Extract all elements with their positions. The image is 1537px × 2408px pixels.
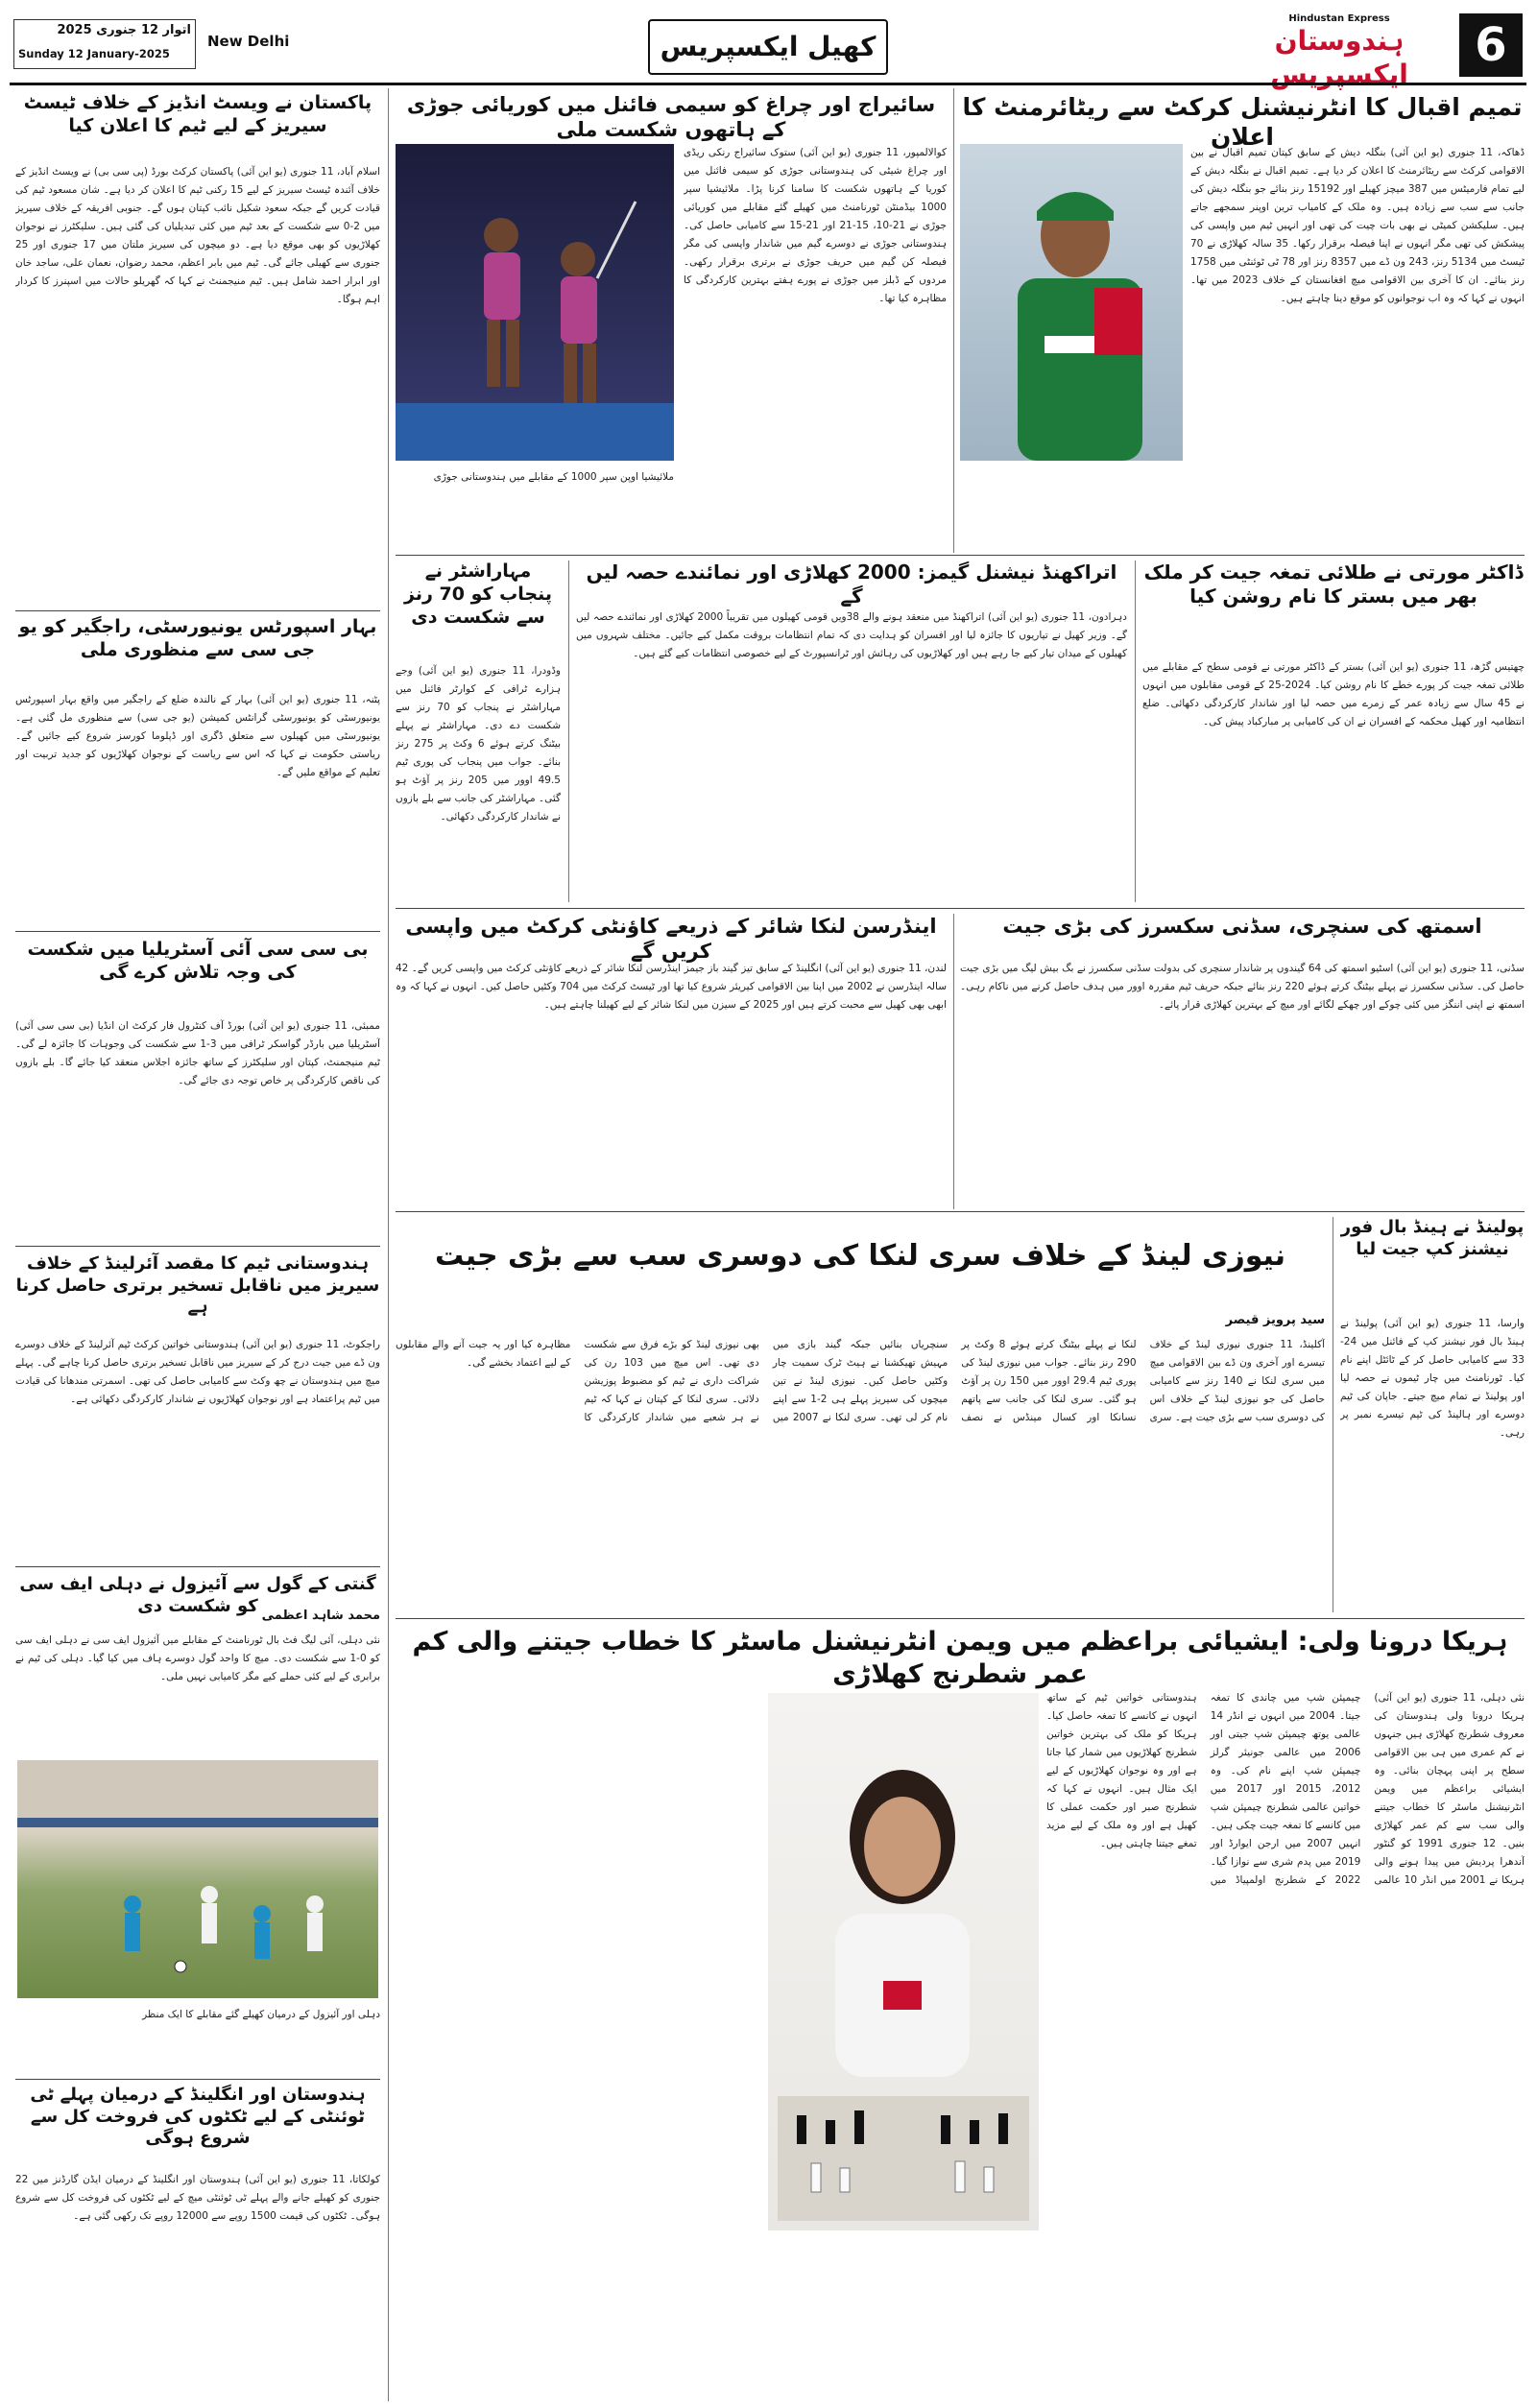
brand-logo	[1229, 13, 1450, 90]
anderson-headline: اینڈرسن لنکا شائر کے ذریعے کاؤنٹی کرکٹ میں واپسی کریں گے	[405, 915, 937, 964]
doctor-headline: ڈاکٹر مورتی نے طلائی تمغہ جیت کر ملک بھر میں بستر کا نام روشن کیا	[1143, 560, 1524, 608]
doctor-body: چھتیس گڑھ، 11 جنوری (یو این آئی) بستر کے ڈاکٹر مورتی نے قومی سطح کے مقابلے میں طلائی تمغہ جیت کر پورے خطے کا نام روشن کیا۔ 2024-25 کے قومی مقابلوں میں انہوں نے 45 سال سے زیادہ عمر کے زمرے میں حصہ لیا اور شاندار کارکردگی دکھائی۔ ضلع انتظامیہ اور کھیل محکمہ کے افسران نے ان کی کامیابی پر مبارکباد پیش کی۔	[1142, 661, 1525, 727]
bcci-headline: بی سی سی آئی آسٹریلیا میں شکست کی وجہ تلاش کرے گی	[27, 939, 369, 983]
football-caption: دہلی اور آئیزول کے درمیان کھیلے گئے مقابلے کا ایک منظر	[142, 2009, 380, 2020]
srilanka-body: آکلینڈ، 11 جنوری نیوزی لینڈ کے خلاف تیسرے اور آخری ون ڈے بین الاقوامی میچ میں سری لنکا نے 140 رنز سے کامیابی حاصل کی جو نیوزی لینڈ کے خلاف اس کی دوسری سب سے بڑی جیت ہے۔ سری لنکا نے پہلے بیٹنگ کرتے ہوئے 8 وکٹ پر 290 رنز بنائے۔ جواب میں نیوزی لینڈ کی پوری ٹیم 29.4 اوور میں 150 رن پر آؤٹ ہو گئی۔ سری لنکا کی جانب سے پاتھم نسانکا اور کسال مینڈس نے نصف سنچریاں بنائیں جبکہ گیند بازی میں مہیش تھیکشنا نے ہیٹ ٹرک سمیت چار وکٹیں حاصل کیں۔ نیوزی لینڈ نے تین میچوں کی سیریز پہلے ہی 2-1 سے اپنے نام کر لی تھی۔ سری لنکا نے 2007 میں بھی نیوزی لینڈ کو بڑے فرق سے شکست دی تھی۔ اس میچ میں 103 رن کی شراکت داری نے ٹیم کو مضبوط پوزیشن دلائی۔ سری لنکا کے کپتان نے کہا کہ ٹیم نے ہر شعبے میں شاندار کارکردگی کا مظاہرہ کیا اور یہ جیت آنے والے مقابلوں کے لیے اعتماد بخشے گی۔	[396, 1339, 1325, 1423]
divider	[568, 560, 569, 902]
section-title-box	[648, 19, 888, 75]
women-body: راجکوٹ، 11 جنوری (یو این آئی) ہندوستانی خواتین کرکٹ ٹیم آئرلینڈ کے خلاف دوسرے ون ڈے میں جیت درج کر کے سیریز میں ناقابل تسخیر برتری حاصل کرنا چاہے گی۔ پہلے میچ میں ہندوستان نے چھ وکٹ سے کامیابی حاصل کی تھی۔ اسمرتی مندھانا کی قیادت میں ٹیم پراعتماد ہے اور نوجوان کھلاڑیوں نے شاندار کارکردگی دکھائی ہے۔	[15, 1339, 380, 1405]
harika-body-left	[396, 1689, 760, 2399]
maharashtra-headline: مہاراشٹر نے پنجاب کو 70 رنز سے شکست دی	[404, 560, 552, 628]
anderson-body: لندن، 11 جنوری (یو این آئی) انگلینڈ کے سابق تیز گیند باز جیمز اینڈرسن لنکا شائر کے ذریعے کاؤنٹی کرکٹ میں واپسی کریں گے۔ 42 سالہ اینڈرسن نے 2002 میں اپنا بین الاقوامی کیریئر شروع کیا تھا اور ٹیسٹ کرکٹ میں 704 وکٹیں حاصل کیں۔ انہوں نے کہا کہ وہ ابھی بھی کھیل سے محبت کرتے ہیں اور 2025 کے سیزن میں لنکا شائر کے لیے کھیلنا چاہتے ہیں۔	[396, 963, 947, 1011]
tickets-body: کولکاتا، 11 جنوری (یو این آئی) ہندوستان اور انگلینڈ کے درمیان ایڈن گارڈنز میں 22 جنوری کو کھیلے جانے والے پہلے ٹی ٹوئنٹی میچ کے لیے ٹکٹوں کی فروخت کل سے شروع ہوگی۔ ٹکٹوں کی قیمت 1500 روپے سے 12000 روپے تک رکھی گئی ہے۔	[15, 2174, 380, 2222]
football-headline: گنتی کے گول سے آئیزول نے دہلی ایف سی کو شکست دی	[19, 1574, 376, 1616]
maharashtra-body: وڈودرا، 11 جنوری (یو این آئی) وجے ہزارے ٹرافی کے کوارٹر فائنل میں مہاراشٹر نے پنجاب کو 70 رنز سے شکست دے دی۔ مہاراشٹر نے پہلے بیٹنگ کرتے ہوئے 6 وکٹ پر 275 رنز بنائے۔ جواب میں پنجاب کی پوری ٹیم 49.5 اوور میں 205 رنز پر آؤٹ ہو گئی۔ مہاراشٹر کی جانب سے بلے بازوں نے شاندار کارکردگی دکھائی۔	[396, 665, 561, 823]
divider	[15, 2079, 380, 2080]
tamim-headline: تمیم اقبال کا انٹرنیشنل کرکٹ سے ریٹائرمنٹ کا اعلان	[962, 93, 1523, 152]
divider	[15, 1566, 380, 1567]
divider	[396, 1618, 1525, 1619]
divider	[953, 88, 954, 553]
bcci-body: ممبئی، 11 جنوری (یو این آئی) بورڈ آف کنٹرول فار کرکٹ ان انڈیا (بی سی سی آئی) آسٹریلیا میں بارڈر گواسکر ٹرافی میں 3-1 سے شکست کی وجوہات کا جائزہ لے گی۔ ٹیم منیجمنٹ، کپتان اور سلیکٹرز کے ساتھ جائزہ اجلاس منعقد کیا جائے گا۔ بلے بازوں کی ناقص کارکردگی پر خاص توجہ دی جائے گی۔	[15, 1020, 380, 1086]
uttarakhand-headline: اتراکھنڈ نیشنل گیمز: 2000 کھلاڑی اور نمائندے حصہ لیں گے	[586, 560, 1117, 608]
brand-urdu: ہندوستان ایکسپریس	[1270, 25, 1408, 90]
football-photo	[17, 1760, 378, 1998]
football-byline: محمد شاہد اعظمی	[261, 1609, 380, 1623]
tamim-photo-art	[960, 144, 1183, 461]
pakistan-headline: پاکستان نے ویسٹ انڈیز کے خلاف ٹیسٹ سیریز کے لیے ٹیم کا اعلان کیا	[23, 92, 372, 136]
satwik-photo-art	[396, 144, 674, 461]
divider	[15, 931, 380, 932]
harika-body-lower	[768, 2238, 1039, 2399]
date-english: Sunday 12 January-2025	[18, 47, 170, 60]
city-label: New Delhi	[207, 33, 290, 50]
satwik-photo	[396, 144, 674, 461]
divider	[15, 610, 380, 611]
pakistan-body: اسلام آباد، 11 جنوری (یو این آئی) پاکستان کرکٹ بورڈ (پی سی بی) نے ویسٹ انڈیز کے خلاف آئندہ ٹیسٹ سیریز کے لیے 15 رکنی ٹیم کا اعلان کر دیا ہے۔ شان مسعود ٹیم کی قیادت کریں گے جبکہ سعود شکیل نائب کپتان ہوں گے۔ جنوبی افریقہ کے خلاف سیریز میں 2-0 سے شکست کے بعد ٹیم میں کئی تبدیلیاں کی گئی ہیں۔ سلیکٹرز نے نوجوان کھلاڑیوں کو بھی موقع دیا ہے۔ دو میچوں کی سیریز ملتان میں 17 جنوری اور 25 جنوری سے کھیلی جائے گی۔ ٹیم میں بابر اعظم، محمد رضوان، نعمان علی، ساجد خان اور ابرار احمد شامل ہیں۔ ٹیم منیجمنٹ نے کہا کہ گھریلو حالات میں اسپنرز کا کردار اہم ہوگا۔	[15, 166, 380, 305]
harika-body-right: نئی دہلی، 11 جنوری (یو این آئی) ہریکا درونا ولی ہندوستان کی معروف شطرنج کھلاڑی ہیں جنہوں نے کم عمری میں ہی بین الاقوامی سطح پر اپنی پہچان بنائی۔ وہ ایشیائی براعظم میں ویمن انٹرنیشنل ماسٹر کا خطاب جیتنے والی سب سے کم عمر کھلاڑی بنیں۔ 12 جنوری 1991 کو گنٹور آندھرا پردیش میں پیدا ہونے والی ہریکا نے 2001 میں انڈر 10 عالمی چیمپئن شپ میں چاندی کا تمغہ جیتا۔ 2004 میں انہوں نے انڈر 14 عالمی یوتھ چیمپئن شپ جیتی اور 2006 میں عالمی جونیئر گرلز چیمپئن شپ اپنے نام کی۔ وہ 2012، 2015 اور 2017 میں خواتین عالمی شطرنج چیمپئن شپ میں کانسے کا تمغہ جیت چکی ہیں۔ انہیں 2007 میں ارجن ایوارڈ اور 2019 میں پدم شری سے نوازا گیا۔ 2022 کے شطرنج اولمپیاڈ میں ہندوستانی خواتین ٹیم کے ساتھ انہوں نے کانسے کا تمغہ حاصل کیا۔ ہریکا کو ملک کی بہترین خواتین شطرنج کھلاڑیوں میں شمار کیا جاتا ہے اور وہ نوجوان کھلاڑیوں کے لیے ایک مثال ہیں۔ انہوں نے کہا کہ شطرنج صبر اور حکمت عملی کا کھیل ہے اور وہ ملک کے لیے مزید تمغے جیتنا چاہتی ہیں۔	[1046, 1692, 1525, 1886]
tickets-headline: ہندوستان اور انگلینڈ کے درمیان پہلے ٹی ٹوئنٹی کے لیے ٹکٹوں کی فروخت کل سے شروع ہوگی	[30, 2085, 366, 2148]
divider	[15, 1246, 380, 1247]
satwik-body: کوالالمپور، 11 جنوری (یو این آئی) ستوک سائیراج رنکی ریڈی اور چراغ شیٹی کی ہندوستانی جوڑی کو سیمی فائنل میں کوریا کے ہاتھوں شکست کا سامنا کرنا پڑا۔ ملائیشیا سپر 1000 بیڈمنٹن ٹورنامنٹ میں کھیلے گئے مقابلے میں کوریائی جوڑی نے 21-10، 15-21 اور 21-15 سے کامیابی حاصل کی۔ ہندوستانی جوڑی نے دوسرے گیم میں شاندار واپسی کی مگر فیصلہ کن گیم میں حریف جوڑی نے برتری برقرار رکھی۔ مردوں کے ڈبلز میں جوڑی نے پورے ہفتے بہترین کارکردگی کا مظاہرہ کیا تھا۔	[684, 147, 947, 304]
harika-headline: ہریکا درونا ولی: ایشیائی براعظم میں ویمن انٹرنیشنل ماسٹر کا خطاب جیتنے والی کم عمر شطرنج کھلاڑی	[412, 1627, 1508, 1689]
harika-photo-art	[768, 1693, 1039, 2230]
masthead-rule	[10, 83, 1526, 85]
poland-body: وارسا، 11 جنوری (یو این آئی) پولینڈ نے ہینڈ بال فور نیشنز کپ کے فائنل میں 24-33 سے کامیابی حاصل کر کے ٹائٹل اپنے نام کیا۔ ٹورنامنٹ میں چار ٹیموں نے حصہ لیا اور پولینڈ نے تمام میچ جیتے۔ جاپان کی ٹیم دوسرے اور ہالینڈ کی ٹیم تیسرے نمبر پر رہی۔	[1340, 1318, 1525, 1439]
harika-photo	[768, 1693, 1039, 2230]
smith-headline: اسمتھ کی سنچری، سڈنی سکسرز کی بڑی جیت	[1002, 915, 1482, 938]
srilanka-byline: سید پرویز قیصر	[1225, 1313, 1325, 1327]
tamim-photo	[960, 144, 1183, 461]
satwik-headline: سائیراج اور چراغ کو سیمی فائنل میں کوریائی جوڑی کے ہاتھوں شکست ملی	[406, 93, 936, 142]
tamim-body-tail	[960, 468, 1183, 545]
date-box	[13, 19, 196, 69]
bihar-body: پٹنہ، 11 جنوری (یو این آئی) بہار کے نالندہ ضلع کے راجگیر میں واقع بہار اسپورٹس یونیورسٹی کو یونیورسٹی گرانٹس کمیشن (یو جی سی) سے منظوری مل گئی ہے۔ یونیورسٹی میں کھیلوں سے متعلق ڈگری اور ڈپلوما کورسز شروع کیے جائیں گے۔ ریاستی حکومت نے کہا کہ اس سے ریاست کے نوجوان کھلاڑیوں کو جدید تربیت اور تعلیم کے مواقع ملیں گے۔	[15, 694, 380, 778]
divider	[1135, 560, 1136, 902]
divider	[396, 555, 1525, 556]
page-number: 6	[1459, 13, 1523, 77]
srilanka-headline: نیوزی لینڈ کے خلاف سری لنکا کی دوسری سب سے بڑی جیت	[434, 1239, 1286, 1273]
divider	[396, 908, 1525, 909]
women-headline: ہندوستانی ٹیم کا مقصد آئرلینڈ کے خلاف سیریز میں ناقابل تسخیر برتری حاصل کرنا ہے	[15, 1253, 380, 1317]
divider	[396, 1211, 1525, 1212]
tamim-body: ڈھاکہ، 11 جنوری (یو این آئی) بنگلہ دیش کے سابق کپتان تمیم اقبال نے بین الاقوامی کرکٹ سے ریٹائرمنٹ کا اعلان کر دیا ہے۔ تمیم اقبال نے بنگلہ دیش کے لیے تمام فارمیٹس میں 387 میچز کھیلے اور 15192 رنز بنائے جو بنگلہ دیش کی جانب سے سب سے زیادہ ہیں۔ وہ ملک کے کامیاب ترین اوپنر سمجھے جاتے ہیں۔ سلیکشن کمیٹی نے بھی بات چیت کی تھی اور انہیں ٹیم میں واپسی کی پیشکش کی تھی مگر انہوں نے اپنا فیصلہ برقرار رکھا۔ 35 سالہ کھلاڑی نے 70 ٹیسٹ میں 5134 رنز، 243 ون ڈے میں 8357 رنز اور 78 ٹی ٹوئنٹی میں 1758 رنز بنائے۔ ان کا آخری بین الاقوامی میچ افغانستان کے خلاف 2023 میں تھا۔ انہوں نے کہا کہ وہ اب نوجوانوں کو موقع دینا چاہتے ہیں۔	[1190, 147, 1525, 304]
satwik-caption: ملائیشیا اوپن سپر 1000 کے مقابلے میں ہندوستانی جوڑی	[433, 471, 674, 483]
brand-small: Hindustan Express	[1288, 13, 1390, 24]
bihar-headline: بہار اسپورٹس یونیورسٹی، راجگیر کو یو جی سی سے منظوری ملی	[18, 616, 377, 660]
football-photo-art	[17, 1760, 378, 1998]
football-body: نئی دہلی، آئی لیگ فٹ بال ٹورنامنٹ کے مقابلے میں آئیزول ایف سی نے دہلی ایف سی کو 0-1 سے شکست دی۔ میچ کا واحد گول دوسرے ہاف میں کیا گیا۔ دہلی کی ٹیم نے برابری کے لیے کئی حملے کیے مگر کامیابی نہیں ملی۔	[15, 1634, 380, 1682]
date-urdu: اتوار 12 جنوری 2025	[57, 23, 191, 37]
poland-headline: پولینڈ نے ہینڈ بال فور نیشنز کپ جیت لیا	[1340, 1217, 1525, 1259]
left-column-divider	[388, 88, 389, 2401]
smith-body: سڈنی، 11 جنوری (یو این آئی) اسٹیو اسمتھ کی 64 گیندوں پر شاندار سنچری کی بدولت سڈنی سکسرز نے بگ بیش لیگ میں بڑی جیت حاصل کی۔ سڈنی سکسرز نے پہلے بیٹنگ کرتے ہوئے 220 رنز بنائے جبکہ حریف ٹیم مقررہ اوور میں ہدف حاصل کرنے میں ناکام رہی۔ اسمتھ نے اپنی اننگز میں کئی چوکے اور چھکے لگائے اور میچ کے بہترین کھلاڑی قرار پائے۔	[960, 963, 1525, 1011]
uttarakhand-body: دہرادون، 11 جنوری (یو این آئی) اتراکھنڈ میں منعقد ہونے والے 38ویں قومی کھیلوں میں تقریباً 2000 کھلاڑی اور نمائندے حصہ لیں گے۔ وزیر کھیل نے تیاریوں کا جائزہ لیا اور افسران کو ہدایت دی کہ تمام انتظامات بروقت مکمل کیے جائیں۔ مختلف شہروں میں کھیلوں کے میدان تیار کیے جا رہے ہیں اور کھلاڑیوں کی رہائش اور ٹرانسپورٹ کے لیے خصوصی انتظامات کیے گئے ہیں۔	[576, 611, 1127, 659]
divider	[953, 914, 954, 1209]
section-title: کھیل ایکسپریس	[660, 31, 877, 62]
